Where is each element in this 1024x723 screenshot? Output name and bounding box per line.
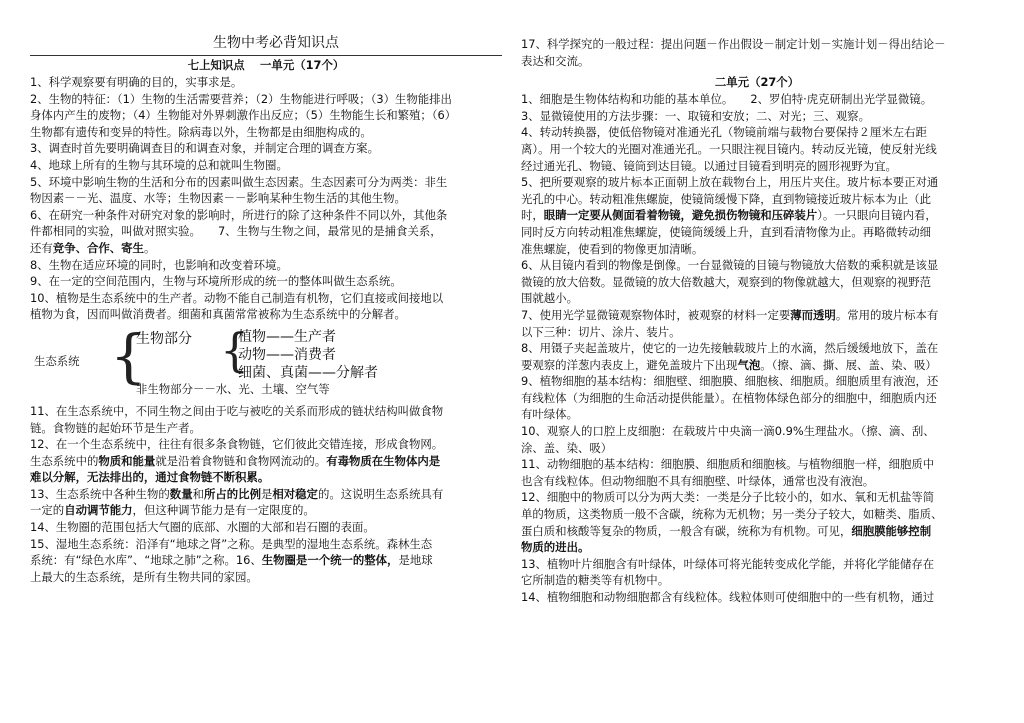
- text-line: 11、在生态系统中，不同生物之间由于吃与被吃的关系而形成的链状结构叫做食物: [30, 403, 444, 418]
- bold-text: 相对稳定: [272, 486, 318, 501]
- text-line: 15、湿地生态系统：沿泽有“地球之肾”之称。是典型的湿地生态系统。森林生态: [30, 536, 433, 551]
- text-span: 就是沿着食物链和食物网流动的。: [155, 453, 327, 468]
- text-line: [30, 486, 502, 503]
- text-line: 8、生物在适应环境的同时，也影响和改变着环境。: [30, 257, 288, 272]
- text-line: 也含有线粒体。但动物细胞不具有细胞壁、叶绿体，通常也没有液泡。: [521, 473, 875, 488]
- text-line: 离）。用一个较大的光圈对准通光孔。一只眼注视目镜内。转动反光镜，使反射光线: [521, 141, 937, 156]
- text-line: 经过通光孔、物镜、镜筒到达目镜。以通过目镜看到明亮的圆形视野为宜。: [521, 158, 897, 173]
- bold-text: 生物圈是一个统一的整体，: [261, 553, 399, 568]
- text-line: 6、在研究一种条件对研究对象的影响时，所进行的除了这种条件不同以外，其他条: [30, 207, 448, 222]
- text-line: 有叶绿体。: [521, 407, 578, 422]
- text-span: 13、生态系统中各种生物的: [30, 486, 170, 501]
- diagram-nonbio: 非生物部分－－水、光、土壤、空气等: [136, 381, 330, 396]
- text-line: 微镜的放大倍数。显微镜的放大倍数越大，观察到的物像就越大，但观察的视野范: [521, 274, 932, 289]
- bold-text: 物质和能量: [98, 453, 156, 468]
- bold-text: 薄而透明: [790, 307, 836, 322]
- text-line: 它所制造的糖类等有机物中。: [521, 573, 670, 588]
- text-line: [30, 552, 502, 569]
- text-span: 一定的: [30, 503, 65, 518]
- text-line: 4、转动转换器，使低倍物镜对准通光孔（物镜前端与载物台要保持２厘米左右距: [521, 125, 927, 140]
- text-line: 5、环境中影响生物的生活和分布的因素叫做生态因素。生态因素可分为两类：非生: [30, 174, 448, 189]
- text-line: 单的物质，这类物质一般不含碳，统称为无机物；另一类分子较大，如糖类、脂质、: [521, 507, 943, 522]
- diagram-consumer: 动物——消费者: [238, 346, 336, 363]
- text-line: [521, 207, 993, 224]
- bold-text: 所占的比例: [204, 486, 261, 501]
- bold-text: 竞争、合作、寄生: [52, 240, 144, 255]
- text-line: 3、显微镜使用的方法步骤：一、取镜和安放；二、对光；三、观察。: [521, 108, 870, 123]
- diagram-producer: 植物——生产者: [238, 328, 336, 345]
- text-span: 是地球: [398, 553, 433, 568]
- text-span: 系统：有“绿色水库”、“地球之肺”之称。16、: [30, 553, 262, 568]
- text-line: 8、用镊子夹起盖玻片，使它的一边先接触载玻片上的水滴，然后缓缓地放下，盖在: [521, 341, 939, 356]
- bold-text: 细胞膜能够控制: [851, 523, 932, 538]
- bold-text: 眼睛一定要从侧面看着物镜，避免损伤物镜和压碎装片: [543, 208, 818, 223]
- text-line: [30, 240, 502, 257]
- text-line: 物因素－－光、温度、水等；生物因素－－影响某种生物生活的其他生物。: [30, 191, 406, 206]
- text-line: 难以分解，无法排出的，通过食物链不断积累。: [30, 470, 270, 485]
- ecosystem-diagram: [30, 321, 502, 399]
- text-line: 物质的进出。: [521, 540, 590, 555]
- text-line: 5、把所要观察的玻片标本正面朝上放在载物台上，用压片夹住。玻片标本要正对通: [521, 175, 939, 190]
- text-line: 11、动物细胞的基本结构：细胞膜、细胞质和细胞核。与植物细胞一样，细胞质中: [521, 457, 935, 472]
- text-line: 光孔的中心。转动粗准焦螺旋，使镜筒缓慢下降，直到物镜接近玻片标本为止（此: [521, 191, 932, 206]
- unit1-heading: 七上知识点 一单元（17个）: [187, 58, 345, 72]
- text-line: 表达和交流。: [521, 53, 590, 68]
- text-line: 3、调查时首先要明确调查目的和调查对象，并制定合理的调查方案。: [30, 141, 379, 156]
- text-line: 1、细胞是生物体结构和功能的基本单位。 2、罗伯特·虎克研制出光学显微镜。: [521, 92, 933, 107]
- text-span: 。常用的玻片标本有: [835, 307, 939, 322]
- unit2-heading: 二单元（27个）: [714, 75, 800, 90]
- left-column: [30, 0, 502, 585]
- bold-text: 气泡: [737, 357, 761, 372]
- diagram-bio: 生物部分: [136, 330, 192, 347]
- right-column: [521, 36, 993, 606]
- text-line: 4、地球上所有的生物与其环境的总和就叫生物圈。: [30, 157, 288, 172]
- text-span: 的。这说明生态系统具有: [317, 486, 444, 501]
- text-span: 是: [260, 486, 273, 501]
- diagram-decomposer: 细菌、真菌——分解者: [238, 364, 378, 381]
- text-line: 12、在一个生态系统中，往往有很多条食物链，它们彼此交错连接，形成食物网。: [30, 437, 444, 452]
- text-line: 14、植物细胞和动物细胞都含有线粒体。线粒体则可使细胞中的一些有机物，通过: [521, 590, 935, 604]
- text-line: 上最大的生态系统，是所有生物共同的家园。: [30, 569, 258, 584]
- text-line: 链。食物链的起始环节是生产者。: [30, 420, 201, 435]
- text-line: 9、在一定的空间范围内，生物与环境所形成的统一的整体叫做生态系统。: [30, 274, 402, 289]
- text-line: 生物都有遗传和变异的特性。除病毒以外，生物都是由细胞构成的。: [30, 124, 372, 139]
- text-line: [521, 307, 993, 324]
- text-span: 生态系统中的: [30, 453, 99, 468]
- text-line: 身体内产生的废物；（4）生物能对外界刺激作出反应；（5）生物能生长和繁殖；（6）: [30, 108, 457, 123]
- bold-text: 有毒物质在生物体内是: [326, 453, 441, 468]
- text-line: 准焦螺旋，使看到的物像更加清晰。: [521, 241, 704, 256]
- brace-icon: {: [220, 322, 250, 377]
- bold-text: 自动调节能力: [64, 503, 133, 518]
- text-line: 10、植物是生态系统中的生产者。动物不能自己制造有机物，它们直接或间接地以: [30, 290, 444, 305]
- text-line: [30, 453, 502, 470]
- text-line: 12、细胞中的物质可以分为两大类：一类是分子比较小的，如水、氧和无机盐等简: [521, 490, 935, 505]
- text-span: 还有: [30, 240, 53, 255]
- text-span: ）。一只眼向目镜内看，: [817, 208, 937, 223]
- page-title: 生物中考必背知识点: [213, 35, 339, 51]
- diagram-root: 生态系统: [34, 353, 80, 368]
- brace-icon: {: [110, 321, 147, 390]
- text-line: 1、科学观察要有明确的目的，实事求是。: [30, 75, 243, 89]
- text-span: 时，: [521, 208, 544, 223]
- text-span: 。: [143, 240, 156, 255]
- text-line: 涂、盖、染、吸）: [521, 440, 613, 455]
- text-line: 以下三种：切片、涂片、装片。: [521, 324, 681, 339]
- text-line: 17、科学探究的一般过程：提出问题－作出假设－制定计划－实施计划－得出结论－: [521, 37, 946, 51]
- text-line: 植物为食，因而叫做消费者。细菌和真菌常常被称为生态系统中的分解者。: [30, 307, 406, 322]
- text-span: 蛋白质和核酸等复杂的物质，一般含有碳，统称为有机物。可见，: [521, 523, 852, 538]
- text-span: 7、使用光学显微镜观察物体时，被观察的材料一定要: [521, 307, 791, 322]
- text-line: 10、观察人的口腔上皮细胞：在载玻片中央滴一滴0.9%生理盐水。（擦、滴、刮、: [521, 424, 935, 439]
- text-line: [521, 357, 993, 374]
- text-span: 。（擦、滴、撕、展、盖、染、吸）: [760, 357, 937, 372]
- text-span: 要观察的洋葱内表皮上，避免盖玻片下出现: [521, 357, 738, 372]
- text-line: 2、生物的特征：（1）生物的生活需要营养；（2）生物能进行呼吸；（3）生物能排出: [30, 91, 452, 106]
- bold-text: 数量: [169, 486, 193, 501]
- text-line: [30, 502, 502, 519]
- text-line: 14、生物圈的范围包括大气圈的底部、水圈的大部和岩石圈的表面。: [30, 520, 375, 535]
- text-line: 有线粒体（为细胞的生命活动提供能量）。在植物体绿色部分的细胞中，细胞质内还: [521, 390, 937, 405]
- text-line: 13、植物叶片细胞含有叶绿体，叶绿体可将光能转变成化学能，并将化学能储存在: [521, 556, 935, 571]
- text-line: [521, 523, 993, 540]
- text-span: 和: [192, 486, 204, 501]
- text-line: 同时反方向转动粗准焦螺旋，使镜筒缓缓上升，直到看清物像为止。再略微转动细: [521, 224, 932, 239]
- text-line: 件都相同的实验，叫做对照实验。 7、生物与生物之间，最常见的是捕食关系，: [30, 224, 442, 239]
- text-line: 围就越小。: [521, 291, 578, 306]
- text-line: 9、植物细胞的基本结构：细胞壁、细胞膜、细胞核、细胞质。细胞质里有液泡，还: [521, 374, 939, 389]
- text-span: ，但这种调节能力是有一定限度的。: [132, 503, 315, 518]
- text-line: 6、从目镜内看到的物像是倒像。一台显微镜的目镜与物镜放大倍数的乘积就是该显: [521, 258, 939, 273]
